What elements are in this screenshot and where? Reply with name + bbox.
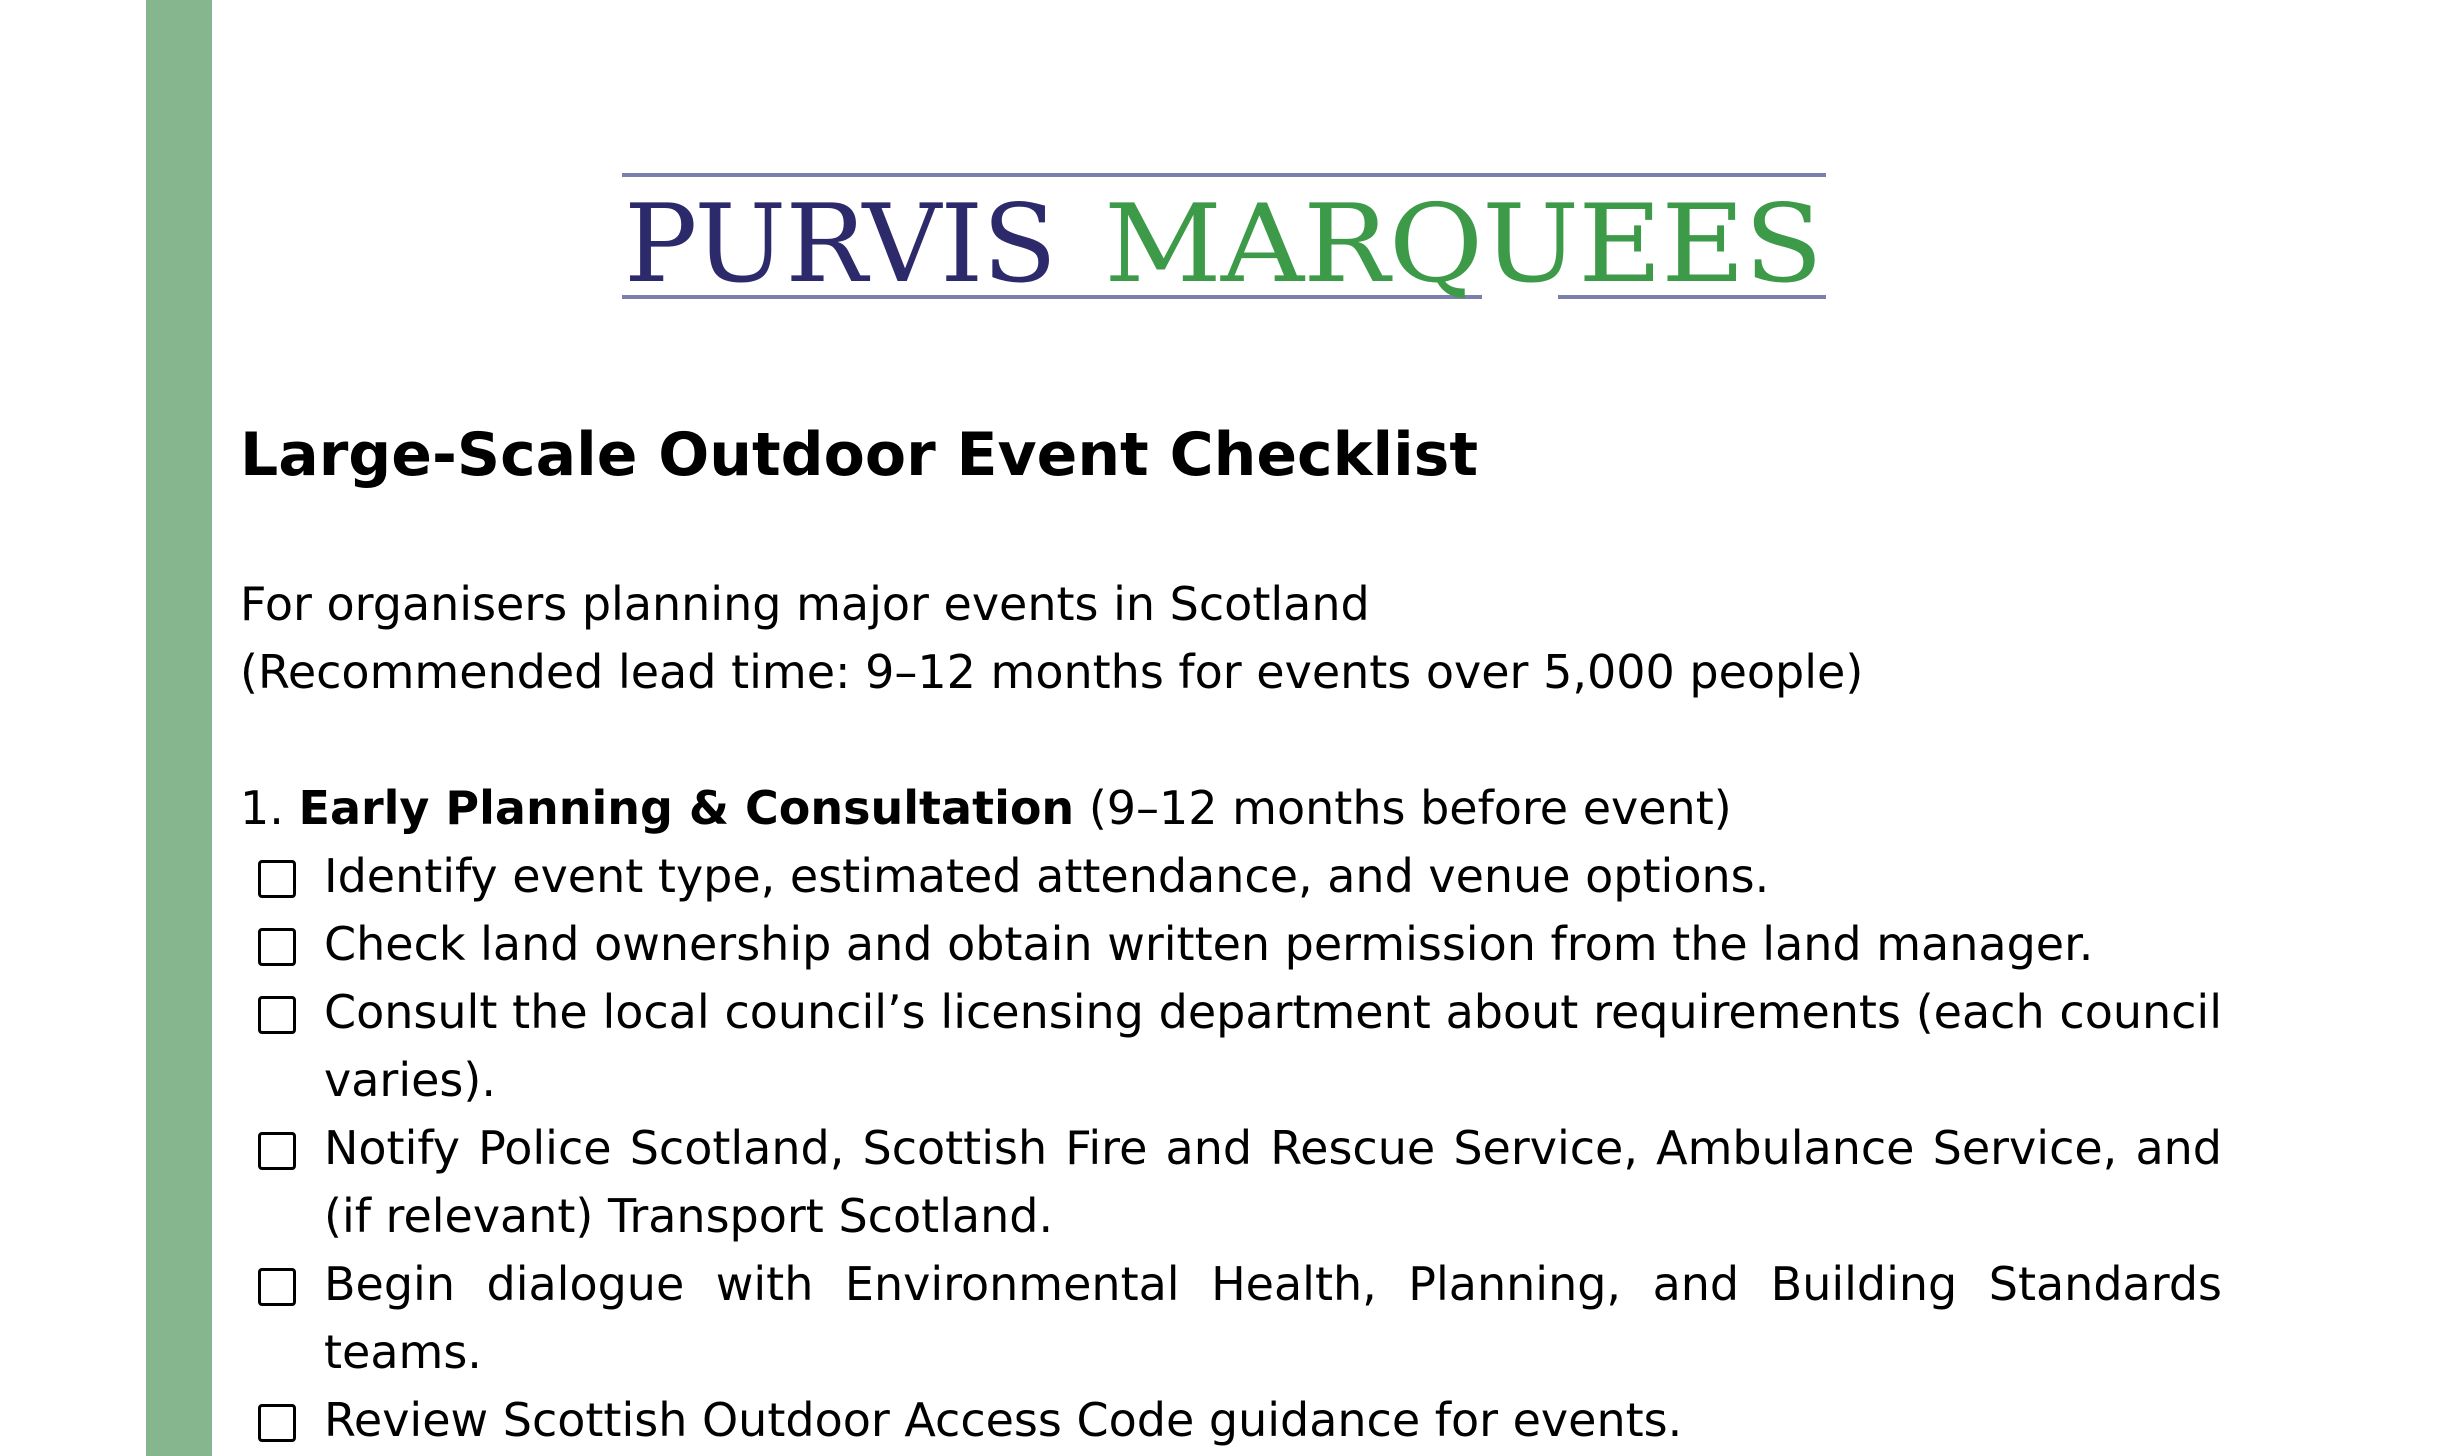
section-timing: (9–12 months before event) — [1088, 781, 1732, 835]
checkbox[interactable] — [258, 1404, 296, 1442]
checklist-item — [240, 1386, 2222, 1454]
svg-text:MARQUEES: MARQUEES — [1104, 182, 1822, 307]
checkbox[interactable] — [258, 996, 296, 1034]
checklist-item-text: Begin dialogue with Environmental Health, Planning, and Building Standards teams. — [324, 1257, 2222, 1379]
purvis-marquees-logo — [622, 163, 1826, 311]
section-title: Early Planning & Consultation — [298, 781, 1075, 835]
checkbox[interactable] — [258, 928, 296, 966]
checklist-item — [240, 978, 2222, 1114]
svg-text:PURVIS: PURVIS — [624, 182, 1056, 307]
section-number: 1. — [240, 781, 284, 835]
checklist-item — [240, 842, 2222, 910]
section-heading — [240, 774, 1732, 842]
checkbox[interactable] — [258, 1132, 296, 1170]
checklist-item-text: Review Scottish Outdoor Access Code guidance for events. — [324, 1393, 1683, 1447]
intro-lead-time: (Recommended lead time: 9–12 months for events over 5,000 people) — [240, 645, 1864, 699]
accent-stripe — [146, 0, 212, 1456]
checkbox[interactable] — [258, 1268, 296, 1306]
checklist-item-text: Consult the local council’s licensing department about requirements (each council varies). — [324, 985, 2222, 1107]
checklist-item-text: Notify Police Scotland, Scottish Fire and Rescue Service, Ambulance Service, and (if relevant) Transport Scotland. — [324, 1121, 2222, 1243]
checklist-item — [240, 1114, 2222, 1250]
checklist-item-text: Check land ownership and obtain written permission from the land manager. — [324, 917, 2094, 971]
document-title: Large-Scale Outdoor Event Checklist — [240, 420, 1479, 490]
intro — [240, 570, 1863, 706]
checklist — [240, 842, 2222, 1454]
intro-audience: For organisers planning major events in Scotland — [240, 577, 1370, 631]
checklist-item — [240, 910, 2222, 978]
checklist-item — [240, 1250, 2222, 1386]
checklist-item-text: Identify event type, estimated attendance, and venue options. — [324, 849, 1770, 903]
checkbox[interactable] — [258, 860, 296, 898]
